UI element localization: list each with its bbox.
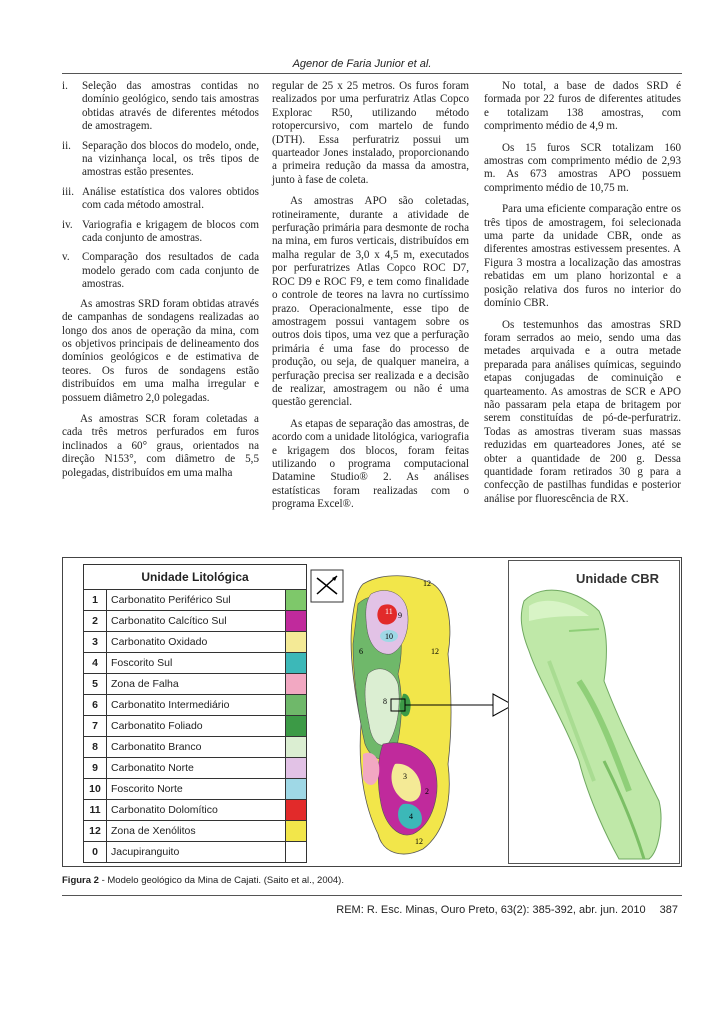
page-footer (322, 904, 678, 916)
list-item: iv. Variografia e krigagem de blocos com cada conjunto de amostras. (62, 218, 259, 245)
legend-number: 6 (84, 695, 107, 716)
figure-geological-model (62, 557, 682, 867)
cbr-panel (508, 560, 680, 864)
legend-label: Carbonatito Periférico Sul (107, 590, 286, 611)
geological-map (303, 564, 518, 860)
legend-number: 4 (84, 653, 107, 674)
paragraph: Os 15 furos SCR totalizam 160 amostras com comprimento médio de 2,93 m. As 673 amostras APO possuem comprimento médio de 10,75 m. (484, 141, 681, 194)
map-label: 12 (431, 647, 439, 656)
legend-label: Carbonatito Oxidado (107, 632, 286, 653)
paragraph: regular de 25 x 25 metros. Os furos foram realizados por uma perfuratriz Atlas Copco Explorac R50, utilizando método rotopercursivo, com martelo de fundo (DTH). Essa perfuratriz possui um quarteador Jones instalado, proporcionando a primeira redução da massa da amostra, junto à fase de coleta. (272, 80, 469, 186)
legend-label: Foscorito Norte (107, 779, 286, 800)
legend-number: 1 (84, 590, 107, 611)
column-3 (484, 80, 681, 514)
list-item: i. Seleção das amostras contidas no domínio geológico, sendo tais amostras obtidas através de diferentes métodos de amostragem. (62, 80, 259, 133)
legend-number: 0 (84, 842, 107, 863)
legend-number: 11 (84, 800, 107, 821)
legend-row (84, 674, 307, 695)
legend-row (84, 716, 307, 737)
paragraph: As amostras SRD foram obtidas através de campanhas de sondagens realizadas ao longo dos anos de operação da mina, com os objetivos principais de delineamento dos domínios geológicos e de estimativa de teores. Os furos de sondagens estão distribuídos em uma malha irregular e possuem diâmetro 2,0 polegadas. (62, 297, 259, 404)
map-label: 8 (383, 697, 387, 706)
legend-row (84, 632, 307, 653)
legend-number: 9 (84, 758, 107, 779)
legend-row (84, 800, 307, 821)
legend-label: Carbonatito Calcítico Sul (107, 611, 286, 632)
legend-number: 3 (84, 632, 107, 653)
paragraph: Os testemunhos das amostras SRD foram serrados ao meio, sendo uma das metades arquivada e a outra metade preparada para análises químicas, seguindo etapas conjugadas de cominuição e quarteamento. As amostras de SCR e APO não passaram pela etapa de britagem por serem constituídas de pó-de-perfuratriz. Todas as amostras tiveram suas massas reduzidas em quarteadores Jones, até se obter a quantidade de 200 g. Dessa quantidade foram retirados 30 g para a confecção de pastilhas fundidas e posterior análise por fluorescência de RX. (484, 318, 681, 505)
legend-number: 2 (84, 611, 107, 632)
legend-label: Carbonatito Norte (107, 758, 286, 779)
legend-label: Zona de Falha (107, 674, 286, 695)
map-label: 12 (423, 579, 431, 588)
list-item: v. Comparação dos resultados de cada modelo gerado com cada conjunto de amostras. (62, 251, 259, 291)
map-label: 11 (385, 607, 393, 616)
legend-label: Carbonatito Branco (107, 737, 286, 758)
legend-label: Foscorito Sul (107, 653, 286, 674)
legend-number: 10 (84, 779, 107, 800)
legend-row (84, 695, 307, 716)
legend-label: Carbonatito Foliado (107, 716, 286, 737)
legend-row (84, 737, 307, 758)
legend-label: Jacupiranguito (107, 842, 286, 863)
cbr-title: Unidade CBR (575, 571, 659, 586)
map-label: 4 (409, 812, 413, 821)
legend-row (84, 758, 307, 779)
running-header: Agenor de Faria Junior et al. (292, 58, 432, 70)
figure-caption: Figura 2 - Modelo geológico da Mina de Cajati. (Saito et al., 2004). (62, 875, 344, 886)
legend-row (84, 611, 307, 632)
header-rule (62, 73, 682, 74)
legend-number: 5 (84, 674, 107, 695)
cbr-3d-model (509, 561, 679, 863)
compass-icon (311, 570, 343, 602)
map-label: 10 (385, 632, 393, 641)
legend-number: 7 (84, 716, 107, 737)
lithology-legend (83, 564, 307, 863)
legend-row (84, 821, 307, 842)
page-number: 387 (659, 904, 678, 916)
map-label: 3 (403, 772, 407, 781)
list-item: ii. Separação dos blocos do modelo, onde, na vizinhança local, os três tipos de amostras estão presentes. (62, 139, 259, 179)
list-item: iii. Análise estatística dos valores obtidos com cada método amostral. (62, 185, 259, 212)
paragraph: As amostras APO são coletadas, rotineiramente, durante a atividade de perfuração primária para desmonte de rocha na mina, em furos verticais, distribuídos em malha regular de 3,0 x 4,5 m, executados por perfuratrizes Atlas Copco ROC D7, ROC D9 e ROC F9, e tem como finalidade o controle de teores na lavra no curtíssimo prazo. Operacionalmente, esse tipo de amostragem possui vantagem sobre os outros dois tipos, uma vez que a perfuração primária é uma fase do processo de produção, ou seja, de qualquer maneira, a perfuração precisa ser realizada e a decisão de realizar, amostragem ou não é uma questão gerencial. (272, 195, 469, 409)
legend-number: 8 (84, 737, 107, 758)
paragraph: As amostras SCR foram coletadas a cada três metros perfurados em furos inclinados a 60° graus, orientados na direção N153°, com diâmetro de 5,5 polegadas, distribuídos em uma malha (62, 412, 259, 479)
legend-number: 12 (84, 821, 107, 842)
column-2 (272, 80, 469, 520)
citation: REM: R. Esc. Minas, Ouro Preto, 63(2): 385-392, abr. jun. 2010 (336, 904, 646, 916)
map-label: 12 (415, 837, 423, 846)
paragraph: No total, a base de dados SRD é formada por 22 furos de diferentes atitudes e totalizam 138 amostras, com comprimento médio de 4,9 m. (484, 80, 681, 133)
map-label: 6 (359, 647, 363, 656)
footer-rule (62, 895, 682, 896)
column-1 (62, 80, 259, 488)
paragraph: As etapas de separação das amostras, de acordo com a unidade litológica, variografia e krigagem dos blocos, foram feitas utilizando o programa computacional Datamine Studio® 2. As análises estatísticas foram realizadas com o programa Excel®. (272, 417, 469, 511)
legend-label: Carbonatito Dolomítico (107, 800, 286, 821)
paragraph: Para uma eficiente comparação entre os três tipos de amostragem, foi selecionada uma parte da unidade CBR, onde as diferentes amostras estivessem presentes. A Figura 3 mostra a localização das amostras rebatidas em um plano horizontal e a posição relativa dos furos no interior do domínio CBR. (484, 203, 681, 310)
legend-row (84, 842, 307, 863)
legend-row (84, 779, 307, 800)
legend-row (84, 653, 307, 674)
legend-row (84, 590, 307, 611)
legend-label: Carbonatito Intermediário (107, 695, 286, 716)
legend-label: Zona de Xenólitos (107, 821, 286, 842)
map-label: 2 (425, 787, 429, 796)
map-label: 9 (398, 611, 402, 620)
legend-title: Unidade Litológica (84, 565, 307, 590)
